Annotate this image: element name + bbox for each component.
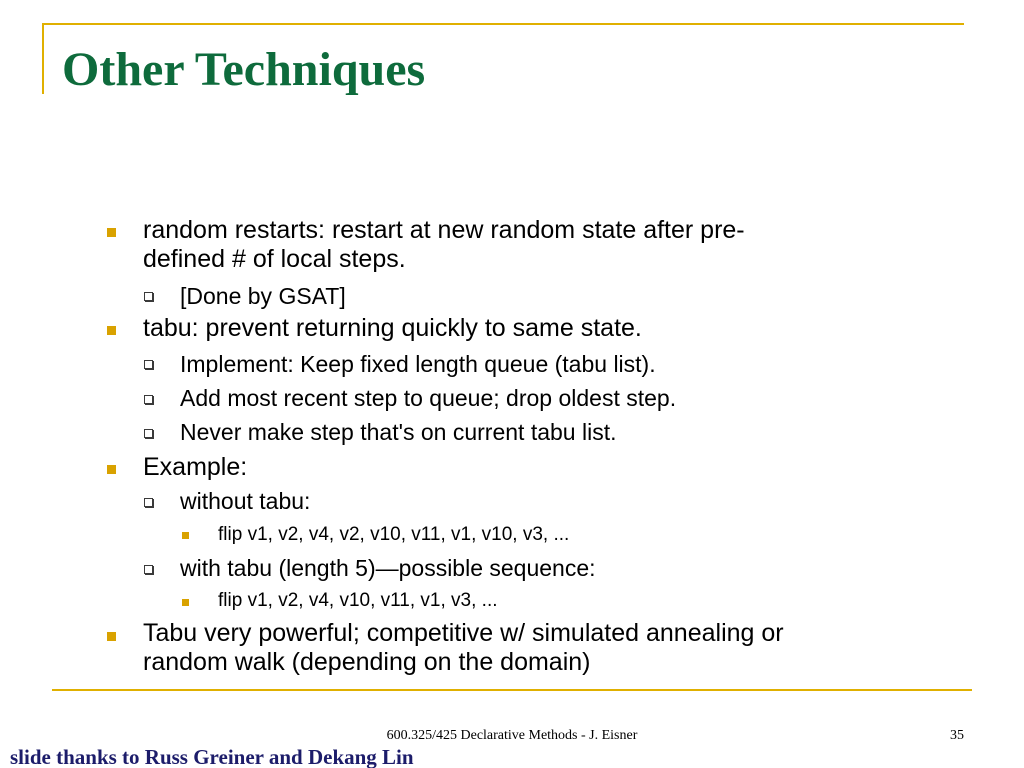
sub-bullet-item bbox=[180, 350, 656, 378]
square-bullet-icon bbox=[107, 326, 116, 335]
slide-credit: slide thanks to Russ Greiner and Dekang Lin bbox=[10, 745, 414, 768]
bullet-item bbox=[143, 619, 784, 677]
sub-bullet-item bbox=[180, 554, 596, 582]
small-square-bullet-icon bbox=[182, 532, 189, 539]
bullet-item bbox=[143, 314, 642, 343]
box-bullet-icon bbox=[144, 565, 153, 574]
sub-sub-bullet-item bbox=[218, 589, 498, 613]
box-bullet-icon bbox=[144, 360, 153, 369]
page-number: 35 bbox=[950, 728, 964, 743]
box-bullet-icon bbox=[144, 429, 153, 438]
footer-course: 600.325/425 Declarative Methods - J. Eisner bbox=[386, 728, 638, 743]
bullet-line: flip v1, v2, v4, v10, v11, v1, v3, ... bbox=[218, 590, 498, 611]
sub-bullet-item bbox=[180, 418, 616, 446]
left-rule bbox=[42, 23, 44, 94]
sub-bullet-item bbox=[180, 384, 676, 412]
top-rule bbox=[42, 23, 964, 25]
bullet-line: defined # of local steps. bbox=[143, 245, 406, 273]
bullet-line: without tabu: bbox=[180, 488, 311, 514]
bullet-item bbox=[143, 453, 247, 482]
square-bullet-icon bbox=[107, 228, 116, 237]
bullet-line: [Done by GSAT] bbox=[180, 283, 346, 309]
square-bullet-icon bbox=[107, 465, 116, 474]
bottom-rule bbox=[52, 689, 972, 691]
sub-bullet-item bbox=[180, 487, 310, 515]
bullet-item bbox=[143, 216, 745, 274]
box-bullet-icon bbox=[144, 498, 153, 507]
square-bullet-icon bbox=[107, 632, 116, 641]
bullet-line: random restarts: restart at new random state after pre- bbox=[143, 216, 745, 244]
bullet-line: Implement: Keep fixed length queue (tabu list). bbox=[180, 351, 656, 377]
bullet-line: Never make step that's on current tabu list. bbox=[180, 419, 617, 445]
bullet-line: random walk (depending on the domain) bbox=[143, 648, 591, 676]
slide-title: Other Techniques bbox=[62, 43, 426, 96]
bullet-line: tabu: prevent returning quickly to same state. bbox=[143, 314, 642, 342]
box-bullet-icon bbox=[144, 292, 153, 301]
bullet-line: Tabu very powerful; competitive w/ simulated annealing or bbox=[143, 619, 784, 647]
bullet-line: Example: bbox=[143, 453, 248, 481]
sub-sub-bullet-item bbox=[218, 523, 569, 547]
box-bullet-icon bbox=[144, 395, 153, 404]
small-square-bullet-icon bbox=[182, 599, 189, 606]
bullet-line: flip v1, v2, v4, v2, v10, v11, v1, v10, v3, ... bbox=[218, 524, 570, 545]
bullet-line: with tabu (length 5)—possible sequence: bbox=[180, 555, 596, 581]
bullet-line: Add most recent step to queue; drop oldest step. bbox=[180, 385, 677, 411]
sub-bullet-item bbox=[180, 282, 346, 310]
